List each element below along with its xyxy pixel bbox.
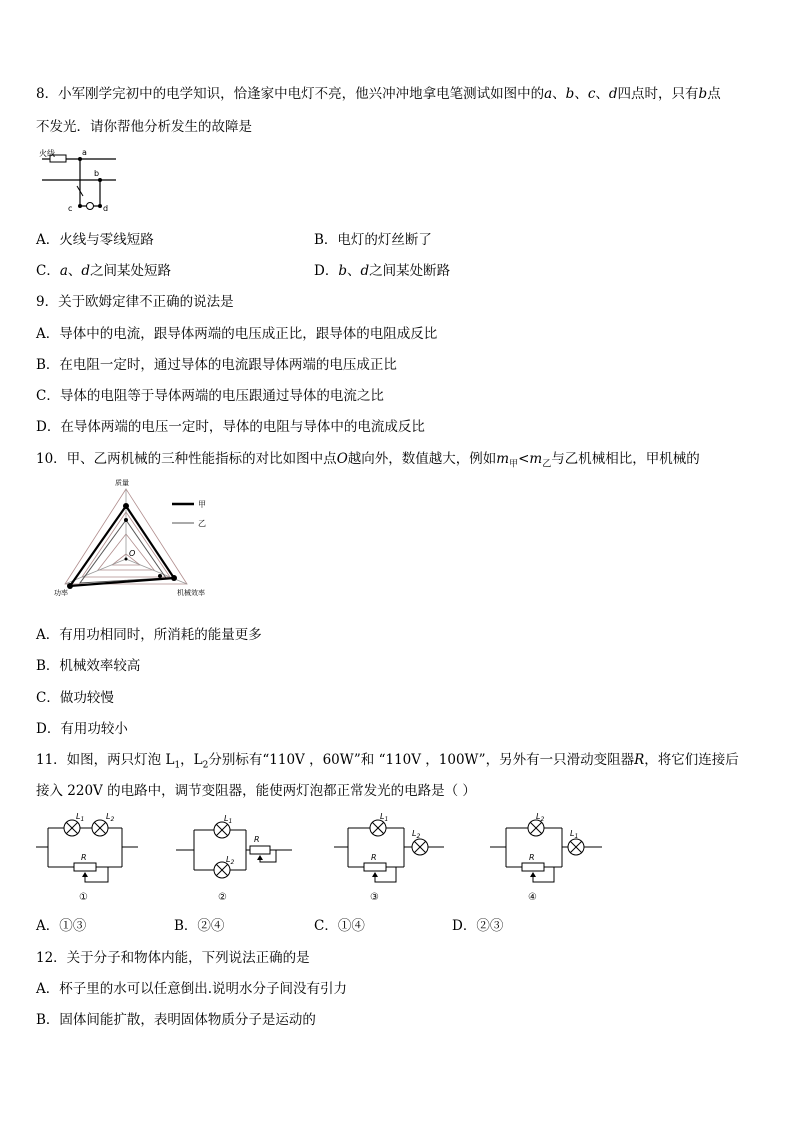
q8-option-b[interactable]: B．电灯的灯丝断了 bbox=[314, 232, 432, 248]
q8-label-fire: 火线 bbox=[39, 149, 55, 158]
q10-label-efficiency: 机械效率 bbox=[177, 589, 205, 597]
q12-option-a[interactable]: A．杯子里的水可以任意倒出.说明水分子间没有引力 bbox=[36, 981, 348, 997]
q8-circuit-figure bbox=[36, 144, 126, 214]
svg-text:R: R bbox=[81, 853, 87, 862]
q8-label-a: a bbox=[82, 148, 87, 157]
q8-option-d[interactable]: D．b、d之间某处断路 bbox=[314, 263, 451, 279]
q10-stem: 10．甲、乙两机械的三种性能指标的对比如图中点O越向外，数值越大，例如$m_甲<m_乙$与乙机械相比，甲机械的 bbox=[36, 451, 700, 470]
q10-option-a[interactable]: A．有用功相同时，所消耗的能量更多 bbox=[36, 627, 262, 643]
q8-option-a[interactable]: A．火线与零线短路 bbox=[36, 232, 154, 248]
q10-radar-figure bbox=[52, 474, 252, 602]
svg-text:L1: $L_1$ bbox=[380, 812, 389, 823]
q11-stem-line1: 11．如图，两只灯泡 $L_1$，$L_2$分别标有“110V ，60W”和 “110V ，100W”，另外有一只滑动变阻器R，将它们连接后 bbox=[36, 752, 739, 771]
q10-legend-yi: 乙 bbox=[198, 519, 206, 528]
q8-stem-line2: 不发光．请你帮他分析发生的故障是 bbox=[36, 119, 252, 135]
q9-option-a[interactable]: A．导体中的电流，跟导体两端的电压成正比，跟导体的电阻成反比 bbox=[36, 326, 438, 342]
q12-stem: 12．关于分子和物体内能，下列说法正确的是 bbox=[36, 950, 310, 966]
q10-label-o: O bbox=[129, 549, 136, 558]
q10-label-mass: 质量 bbox=[115, 479, 129, 487]
q8-stem-line1: 8．小军刚学完初中的电学知识，恰逢家中电灯不亮，他兴冲冲地拿电笔测试如图中的a、b、c、d四点时，只有b点 bbox=[36, 86, 721, 102]
svg-text:R: R bbox=[529, 853, 535, 862]
q10-option-d[interactable]: D．有用功较小 bbox=[36, 721, 128, 737]
q11-circuit-1-number: ① bbox=[79, 892, 88, 903]
svg-text:L2: $L_2$ bbox=[106, 812, 115, 823]
q11-option-a[interactable]: A．①③ bbox=[36, 918, 87, 934]
q8-label-d: d bbox=[103, 204, 109, 213]
q8-label-b: b bbox=[94, 169, 100, 178]
q10-label-power: 功率 bbox=[54, 589, 68, 597]
q10-option-b[interactable]: B．机械效率较高 bbox=[36, 658, 141, 674]
q11-circuit-4-number: ④ bbox=[528, 892, 537, 903]
svg-text:R: R bbox=[371, 853, 377, 862]
q9-option-c[interactable]: C．导体的电阻等于导体两端的电压跟通过导体的电流之比 bbox=[36, 388, 384, 404]
svg-text:L2: $L_2$ bbox=[536, 812, 545, 823]
q9-stem: 9．关于欧姆定律不正确的说法是 bbox=[36, 294, 234, 310]
svg-text:L2: $L_2$ bbox=[412, 829, 421, 840]
svg-text:L1: $L_1$ bbox=[224, 814, 233, 825]
svg-text:R: R bbox=[254, 835, 260, 844]
q12-option-b[interactable]: B．固体间能扩散，表明固体物质分子是运动的 bbox=[36, 1012, 316, 1028]
svg-text:L2: $L_2$ bbox=[226, 855, 235, 866]
q11-option-d[interactable]: D．②③ bbox=[452, 918, 504, 934]
q11-circuit-2-number: ② bbox=[218, 892, 227, 903]
q8-option-c[interactable]: C．a、d之间某处短路 bbox=[36, 263, 172, 279]
q11-circuit-1 bbox=[36, 812, 146, 904]
q10-legend-jia: 甲 bbox=[198, 500, 206, 509]
q11-circuit-3 bbox=[334, 812, 464, 904]
q11-option-b[interactable]: B．②④ bbox=[174, 918, 225, 934]
q8-label-c: c bbox=[68, 204, 73, 213]
svg-text:L1: $L_1$ bbox=[76, 812, 85, 823]
svg-text:L1: $L_1$ bbox=[570, 829, 579, 840]
q9-option-b[interactable]: B．在电阻一定时，通过导体的电流跟导体两端的电压成正比 bbox=[36, 357, 397, 373]
q10-option-c[interactable]: C．做功较慢 bbox=[36, 690, 114, 706]
q9-option-d[interactable]: D．在导体两端的电压一定时，导体的电阻与导体中的电流成反比 bbox=[36, 419, 425, 435]
q11-circuit-2 bbox=[176, 812, 296, 904]
q11-circuit-4 bbox=[490, 812, 620, 904]
q11-circuit-3-number: ③ bbox=[370, 892, 379, 903]
q11-option-c[interactable]: C．①④ bbox=[314, 918, 365, 934]
q11-stem-line2: 接入 220V 的电路中，调节变阻器，能使两灯泡都正常发光的电路是（ ） bbox=[36, 783, 476, 799]
